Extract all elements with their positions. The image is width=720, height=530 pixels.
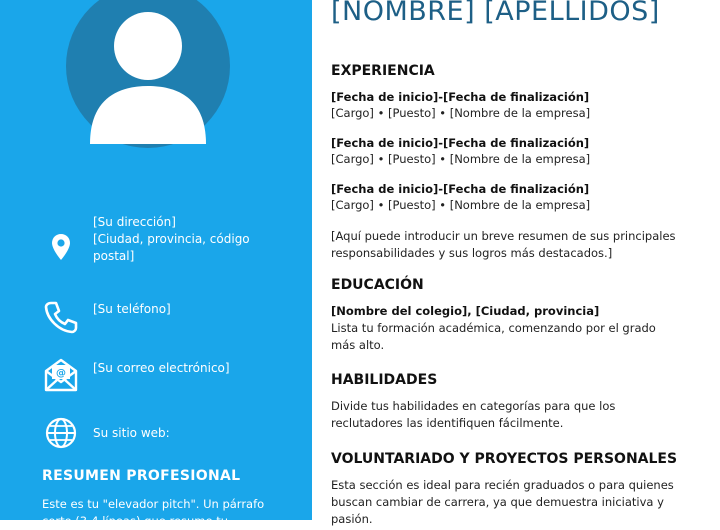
volunteer-text: Esta sección es ideal para recién graduados o para quienes buscan cambiar de carrera, ya que demuestra iniciativa y pasión.	[331, 478, 674, 526]
education-heading: EDUCACIÓN	[331, 277, 424, 293]
job-entry	[331, 89, 590, 121]
education-block	[331, 303, 681, 354]
email-text: [Su correo electrónico]	[93, 361, 230, 375]
education-text: Lista tu formación académica, comenzando por el grado más alto.	[331, 321, 656, 352]
summary-heading: RESUMEN PROFESIONAL	[42, 468, 241, 484]
job-dates: [Fecha de inicio]-[Fecha de finalización]	[331, 90, 590, 104]
experience-heading: EXPERIENCIA	[331, 63, 435, 79]
skills-text: Divide tus habilidades en categorías para que los reclutadores las identifiquen fácilmente.	[331, 399, 616, 430]
job-role: [Cargo] • [Puesto] • [Nombre de la empresa]	[331, 106, 591, 120]
job-entry	[331, 135, 590, 167]
address-line2: [Ciudad, provincia, código postal]	[93, 232, 250, 263]
job-role: [Cargo] • [Puesto] • [Nombre de la empresa]	[331, 198, 591, 212]
job-dates: [Fecha de inicio]-[Fecha de finalización]	[331, 136, 590, 150]
job-role: [Cargo] • [Puesto] • [Nombre de la empresa]	[331, 152, 591, 166]
location-pin-icon	[40, 226, 82, 268]
globe-icon	[40, 412, 82, 454]
job-dates: [Fecha de inicio]-[Fecha de finalización]	[331, 182, 590, 196]
main-content	[312, 0, 720, 526]
skills-heading: HABILIDADES	[331, 372, 438, 388]
person-icon	[66, 0, 230, 148]
sidebar	[0, 0, 312, 528]
job-entry	[331, 181, 590, 213]
school-line: [Nombre del colegio], [Ciudad, provincia]	[331, 304, 600, 318]
svg-text:@: @	[56, 368, 66, 379]
experience-summary: [Aquí puede introducir un breve resumen de sus principales responsabilidades y sus logros más destacados.]	[331, 229, 676, 260]
envelope-icon	[40, 354, 82, 396]
website-text: Su sitio web:	[93, 426, 170, 440]
phone-icon	[40, 296, 82, 338]
volunteer-heading: VOLUNTARIADO Y PROYECTOS PERSONALES	[331, 451, 678, 467]
page-title: [NOMBRE] [APELLIDOS]	[331, 0, 660, 27]
summary-text: Este es tu "elevador pitch". Un párrafo corto (3-4 líneas) que resume tu	[42, 497, 265, 528]
avatar	[66, 0, 230, 148]
phone-text: [Su teléfono]	[93, 302, 171, 316]
address-line1: [Su dirección]	[93, 215, 176, 229]
